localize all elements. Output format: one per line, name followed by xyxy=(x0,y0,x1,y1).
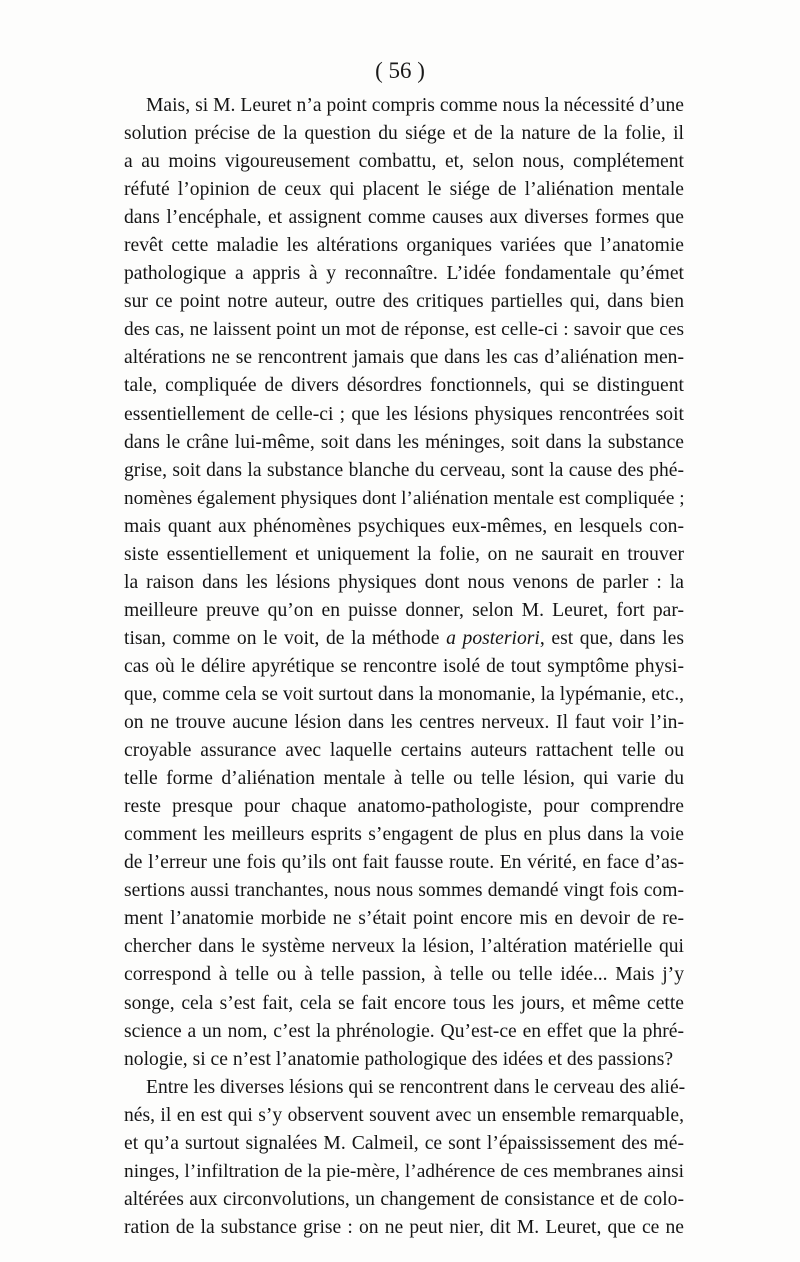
text-line: comment les meilleurs esprits s’engagent de plus en plus dans la voie xyxy=(124,824,684,846)
text-line: solution précise de la question du siége et de la nature de la folie, il xyxy=(124,123,684,145)
text-line: nomènes également physiques dont l’aliénation mentale est compliquée ; xyxy=(124,487,685,509)
text-line: ment l’anatomie morbide ne s’était point encore mis en devoir de re- xyxy=(124,908,684,930)
text-segment: , est que, dans les xyxy=(539,627,684,649)
text-line: a au moins vigoureusement combattu, et, selon nous, complétement xyxy=(124,151,684,173)
text-line: chercher dans le système nerveux la lésion, l’altération matérielle qui xyxy=(124,936,684,958)
page-number: ( 56 ) xyxy=(375,58,425,83)
text-line: Entre les diverses lésions qui se rencontrent dans le cerveau des alié- xyxy=(146,1076,686,1098)
text-line: dans l’encéphale, et assignent comme causes aux diverses formes que xyxy=(124,207,684,229)
text-line: meilleure preuve qu’on en puisse donner, selon M. Leuret, fort par- xyxy=(124,599,684,621)
text-line: tale, compliquée de divers désordres fonctionnels, qui se distinguent xyxy=(124,375,684,397)
text-line: réfuté l’opinion de ceux qui placent le siége de l’aliénation mentale xyxy=(124,179,684,201)
text-line: essentiellement de celle-ci ; que les lésions physiques rencontrées soit xyxy=(124,403,684,425)
text-line: ninges, l’infiltration de la pie-mère, l’adhérence de ces membranes ainsi xyxy=(124,1160,684,1182)
text-line: songe, cela s’est fait, cela se fait encore tous les jours, et même cette xyxy=(124,992,684,1014)
text-line: revêt cette maladie les altérations organiques variées que l’anatomie xyxy=(124,235,684,257)
text-line: mais quant aux phénomènes psychiques eux-mêmes, en lesquels con- xyxy=(124,515,684,537)
text-line: telle forme d’aliénation mentale à telle ou telle lésion, qui varie du xyxy=(124,768,684,790)
text-line: siste essentiellement et uniquement la folie, on ne saurait en trouver xyxy=(124,543,684,565)
text-line: que, comme cela se voit surtout dans la monomanie, la lypémanie, etc., xyxy=(124,683,684,705)
italic-phrase: a posteriori xyxy=(446,627,540,649)
text-line: cas où le délire apyrétique se rencontre isolé de tout symptôme physi- xyxy=(124,655,684,677)
text-segment: tisan, comme on le voit, de la méthode xyxy=(124,627,447,649)
text-line: Mais, si M. Leuret n’a point compris comme nous la nécessité d’une xyxy=(146,95,684,116)
text-line: la raison dans les lésions physiques dont nous venons de parler : la xyxy=(124,571,684,593)
text-line: on ne trouve aucune lésion dans les centres nerveux. Il faut voir l’in- xyxy=(124,712,684,734)
text-line: sur ce point notre auteur, outre des critiques partielles qui, dans bien xyxy=(124,291,684,313)
text-line: croyable assurance avec laquelle certains auteurs rattachent telle ou xyxy=(124,740,684,762)
text-line: ration de la substance grise : on ne peut nier, dit M. Leuret, que ce ne xyxy=(124,1216,684,1238)
text-line: pathologique a appris à y reconnaître. L’idée fondamentale qu’émet xyxy=(124,263,684,285)
text-line: reste presque pour chaque anatomo-pathologiste, pour comprendre xyxy=(124,796,684,818)
text-line: et qu’a surtout signalées M. Calmeil, ce sont l’épaississement des mé- xyxy=(124,1132,684,1154)
text-line: altérations ne se rencontrent jamais que dans les cas d’aliénation men- xyxy=(124,347,684,369)
text-line: nologie, si ce n’est l’anatomie pathologique des idées et des passions? xyxy=(124,1048,674,1070)
text-line: grise, soit dans la substance blanche du cerveau, sont la cause des phé- xyxy=(124,459,684,481)
text-line: science a un nom, c’est la phrénologie. Qu’est-ce en effet que la phré- xyxy=(124,1020,684,1042)
text-line xyxy=(124,625,684,653)
text-line: dans le crâne lui-même, soit dans les méninges, soit dans la substance xyxy=(124,431,684,453)
text-line: des cas, ne laissent point un mot de réponse, est celle-ci : savoir que ces xyxy=(124,319,684,341)
text-line: altérées aux circonvolutions, un changement de consistance et de colo- xyxy=(124,1188,684,1210)
text-line: sertions aussi tranchantes, nous nous sommes demandé vingt fois com- xyxy=(124,880,684,902)
text-line: de l’erreur une fois qu’ils ont fait fausse route. En vérité, en face d’as- xyxy=(124,852,684,874)
body-text xyxy=(124,92,684,1242)
text-line: nés, il en est qui s’y observent souvent avec un ensemble remarquable, xyxy=(124,1104,684,1126)
text-line: correspond à telle ou à telle passion, à telle ou telle idée... Mais j’y xyxy=(124,964,684,986)
